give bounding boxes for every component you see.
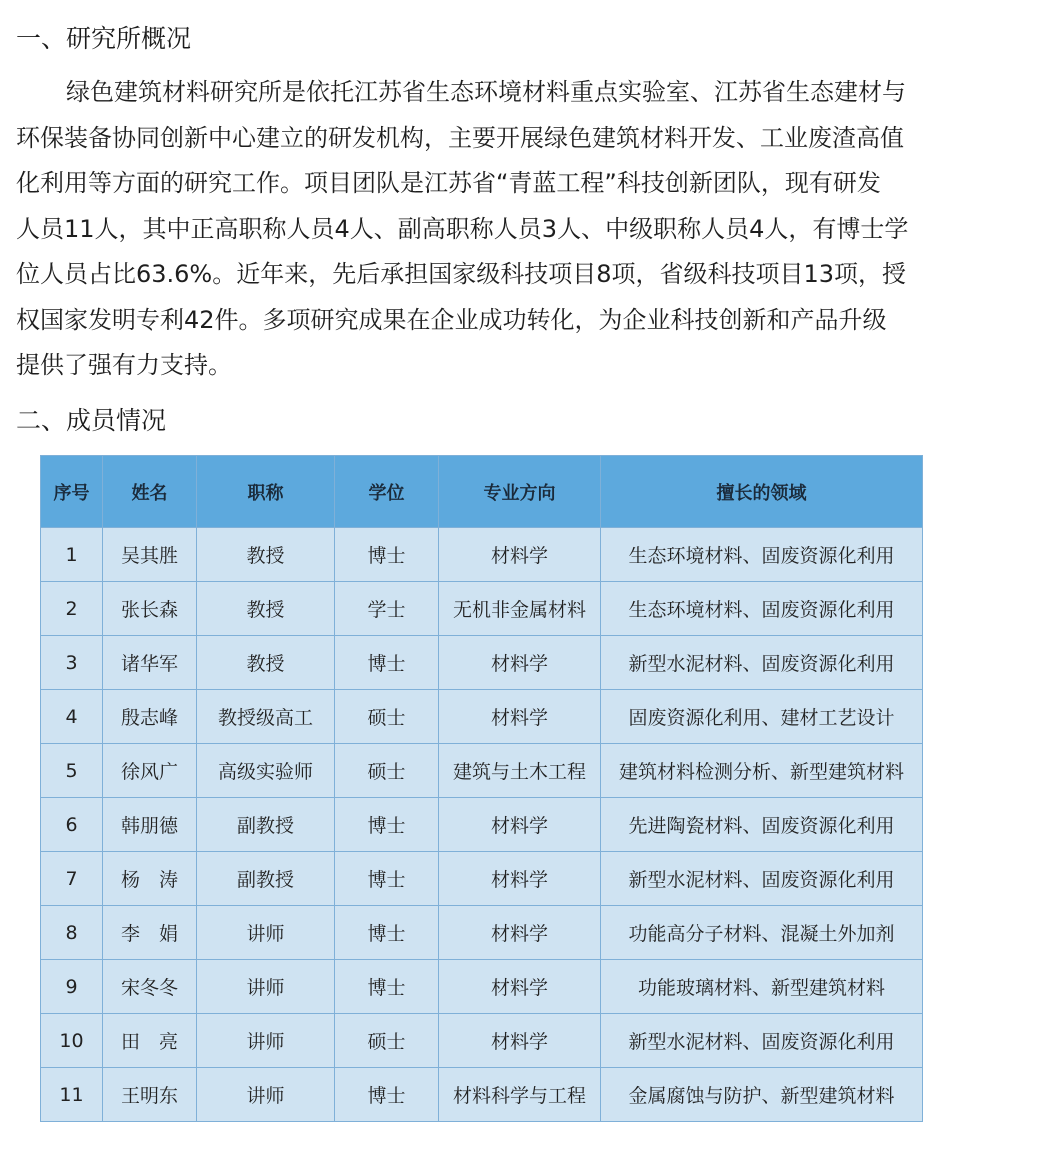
table-body — [41, 528, 923, 1122]
header-major: 专业方向 — [439, 456, 601, 528]
cell-expertise: 建筑材料检测分析、新型建筑材料 — [601, 744, 923, 798]
cell-index: 5 — [41, 744, 103, 798]
table-row — [41, 528, 923, 582]
cell-name: 王明东 — [103, 1068, 197, 1122]
cell-name: 韩朋德 — [103, 798, 197, 852]
cell-major: 材料学 — [439, 852, 601, 906]
cell-index: 9 — [41, 960, 103, 1014]
paragraph-line: 人员11人，其中正高职称人员4人、副高职称人员3人、中级职称人员4人，有博士学 — [16, 214, 909, 243]
cell-index: 2 — [41, 582, 103, 636]
table-row — [41, 1014, 923, 1068]
cell-major: 材料学 — [439, 960, 601, 1014]
overview-paragraph — [16, 70, 956, 389]
cell-expertise: 固废资源化利用、建材工艺设计 — [601, 690, 923, 744]
header-index: 序号 — [41, 456, 103, 528]
cell-expertise: 功能玻璃材料、新型建筑材料 — [601, 960, 923, 1014]
table-row — [41, 690, 923, 744]
cell-name: 田 亮 — [103, 1014, 197, 1068]
cell-degree: 硕士 — [335, 1014, 439, 1068]
cell-index: 6 — [41, 798, 103, 852]
cell-expertise: 新型水泥材料、固废资源化利用 — [601, 852, 923, 906]
header-title: 职称 — [197, 456, 335, 528]
cell-expertise: 生态环境材料、固废资源化利用 — [601, 582, 923, 636]
cell-major: 材料学 — [439, 636, 601, 690]
paragraph-line: 环保装备协同创新中心建立的研发机构，主要开展绿色建筑材料开发、工业废渣高值 — [16, 123, 904, 152]
cell-index: 1 — [41, 528, 103, 582]
cell-degree: 博士 — [335, 1068, 439, 1122]
cell-major: 材料科学与工程 — [439, 1068, 601, 1122]
cell-name: 诸华军 — [103, 636, 197, 690]
cell-name: 宋冬冬 — [103, 960, 197, 1014]
table-row — [41, 852, 923, 906]
cell-major: 材料学 — [439, 906, 601, 960]
cell-expertise: 金属腐蚀与防护、新型建筑材料 — [601, 1068, 923, 1122]
cell-degree: 学士 — [335, 582, 439, 636]
cell-title: 副教授 — [197, 852, 335, 906]
cell-index: 11 — [41, 1068, 103, 1122]
table-row — [41, 636, 923, 690]
cell-index: 7 — [41, 852, 103, 906]
cell-expertise: 先进陶瓷材料、固废资源化利用 — [601, 798, 923, 852]
cell-name: 李 娟 — [103, 906, 197, 960]
table-header-row — [41, 456, 923, 528]
table-row — [41, 960, 923, 1014]
header-expertise: 擅长的领域 — [601, 456, 923, 528]
table-row — [41, 582, 923, 636]
cell-title: 教授 — [197, 636, 335, 690]
cell-degree: 博士 — [335, 798, 439, 852]
cell-expertise: 功能高分子材料、混凝土外加剂 — [601, 906, 923, 960]
cell-title: 教授级高工 — [197, 690, 335, 744]
paragraph-line: 提供了强有力支持。 — [16, 351, 232, 379]
table-row — [41, 798, 923, 852]
table-row — [41, 744, 923, 798]
paragraph-line: 化利用等方面的研究工作。项目团队是江苏省“青蓝工程”科技创新团队，现有研发 — [16, 169, 881, 197]
members-table-container — [40, 455, 922, 1121]
table-row — [41, 906, 923, 960]
cell-name: 杨 涛 — [103, 852, 197, 906]
cell-degree: 博士 — [335, 852, 439, 906]
paragraph-line: 位人员占比63.6%。近年来，先后承担国家级科技项目8项，省级科技项目13项，授 — [16, 260, 907, 288]
cell-expertise: 新型水泥材料、固废资源化利用 — [601, 1014, 923, 1068]
cell-major: 材料学 — [439, 528, 601, 582]
cell-index: 8 — [41, 906, 103, 960]
cell-degree: 博士 — [335, 636, 439, 690]
cell-degree: 硕士 — [335, 744, 439, 798]
cell-title: 讲师 — [197, 960, 335, 1014]
cell-title: 高级实验师 — [197, 744, 335, 798]
cell-title: 教授 — [197, 528, 335, 582]
paragraph-line: 绿色建筑材料研究所是依托江苏省生态环境材料重点实验室、江苏省生态建材与 — [66, 78, 906, 106]
header-degree: 学位 — [335, 456, 439, 528]
cell-name: 殷志峰 — [103, 690, 197, 744]
section-heading-members: 二、成员情况 — [16, 406, 167, 435]
cell-degree: 硕士 — [335, 690, 439, 744]
cell-name: 徐风广 — [103, 744, 197, 798]
cell-major: 材料学 — [439, 1014, 601, 1068]
cell-degree: 博士 — [335, 906, 439, 960]
cell-degree: 博士 — [335, 960, 439, 1014]
cell-major: 材料学 — [439, 798, 601, 852]
cell-title: 讲师 — [197, 1014, 335, 1068]
cell-title: 讲师 — [197, 1068, 335, 1122]
cell-title: 讲师 — [197, 906, 335, 960]
cell-expertise: 新型水泥材料、固废资源化利用 — [601, 636, 923, 690]
cell-name: 吴其胜 — [103, 528, 197, 582]
cell-major: 无机非金属材料 — [439, 582, 601, 636]
paragraph-line: 权国家发明专利42件。多项研究成果在企业成功转化，为企业科技创新和产品升级 — [16, 305, 887, 334]
cell-index: 3 — [41, 636, 103, 690]
cell-major: 建筑与土木工程 — [439, 744, 601, 798]
table-row — [41, 1068, 923, 1122]
cell-name: 张长森 — [103, 582, 197, 636]
cell-index: 10 — [41, 1014, 103, 1068]
header-name: 姓名 — [103, 456, 197, 528]
cell-title: 副教授 — [197, 798, 335, 852]
cell-expertise: 生态环境材料、固废资源化利用 — [601, 528, 923, 582]
members-table — [40, 455, 923, 1122]
cell-title: 教授 — [197, 582, 335, 636]
section-heading-overview: 一、研究所概况 — [16, 24, 192, 53]
cell-index: 4 — [41, 690, 103, 744]
cell-major: 材料学 — [439, 690, 601, 744]
cell-degree: 博士 — [335, 528, 439, 582]
